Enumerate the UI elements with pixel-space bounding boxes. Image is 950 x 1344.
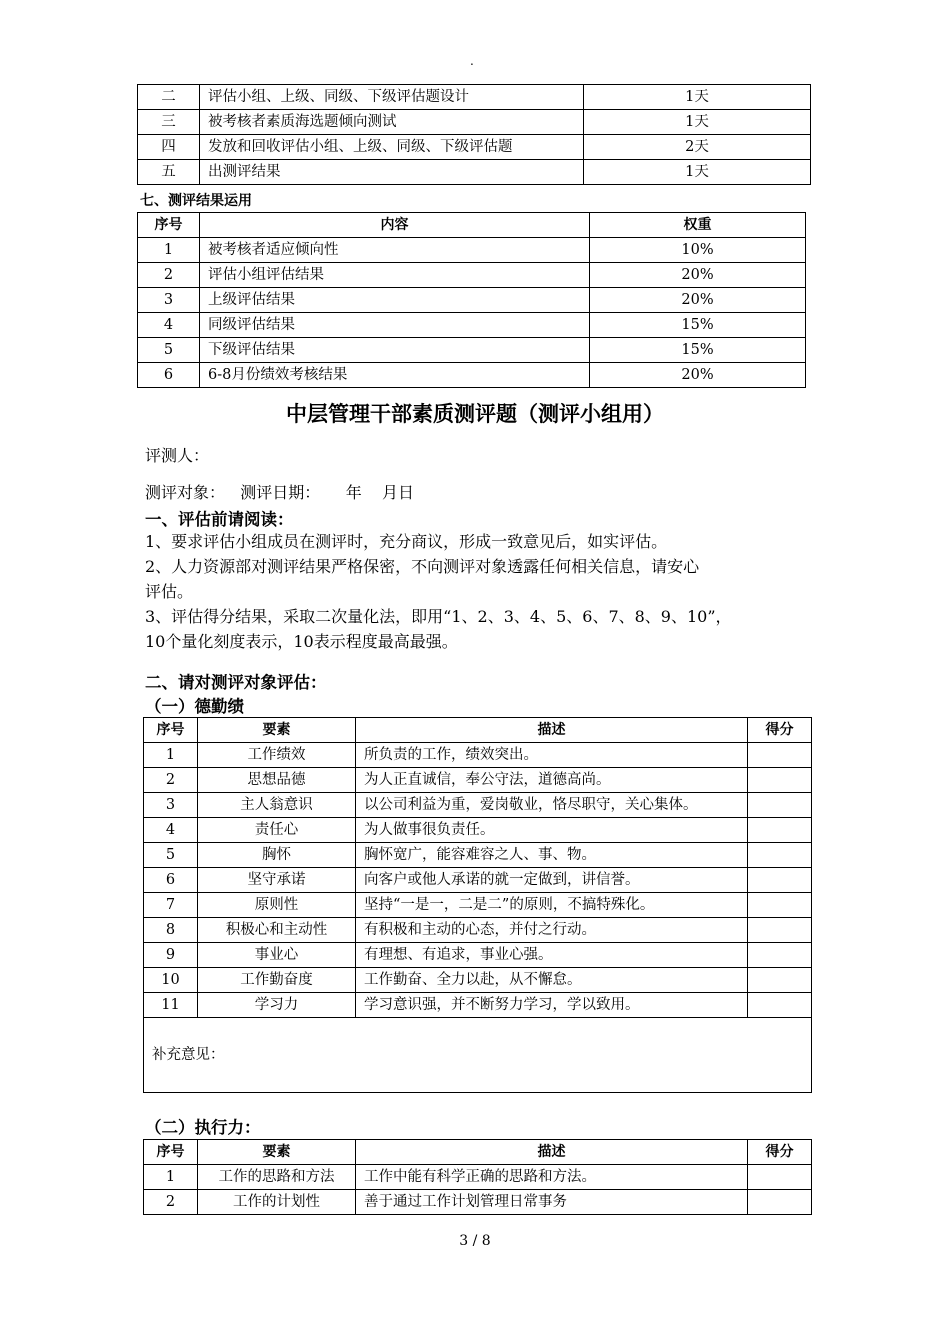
execution-table bbox=[143, 1139, 812, 1215]
table-row bbox=[144, 868, 812, 893]
table-row bbox=[144, 993, 812, 1018]
row-number: 4 bbox=[144, 818, 198, 843]
row-content: 下级评估结果 bbox=[200, 338, 590, 363]
row-number: 四 bbox=[138, 135, 200, 160]
col-header-factor: 要素 bbox=[198, 718, 356, 743]
row-content: 6-8月份绩效考核结果 bbox=[200, 363, 590, 388]
table-row bbox=[144, 968, 812, 993]
row-number: 9 bbox=[144, 943, 198, 968]
part1-p2b: 评估。 bbox=[145, 582, 194, 601]
row-factor: 原则性 bbox=[198, 893, 356, 918]
row-factor: 事业心 bbox=[198, 943, 356, 968]
col-header-score: 得分 bbox=[748, 718, 812, 743]
part2-sub2: （二）执行力： bbox=[145, 1118, 261, 1137]
row-number: 7 bbox=[144, 893, 198, 918]
row-description: 学习意识强，并不断努力学习，学以致用。 bbox=[356, 993, 748, 1018]
row-number: 5 bbox=[144, 843, 198, 868]
row-content: 发放和回收评估小组、上级、同级、下级评估题 bbox=[200, 135, 584, 160]
col-header-no: 序号 bbox=[144, 718, 198, 743]
row-number: 8 bbox=[144, 918, 198, 943]
row-description: 有积极和主动的心态，并付之行动。 bbox=[356, 918, 748, 943]
row-number: 1 bbox=[138, 238, 200, 263]
table-row bbox=[138, 160, 811, 185]
table-row bbox=[144, 893, 812, 918]
score-cell[interactable] bbox=[748, 793, 812, 818]
col-header-score: 得分 bbox=[748, 1140, 812, 1165]
row-number: 五 bbox=[138, 160, 200, 185]
row-description: 为人做事很负责任。 bbox=[356, 818, 748, 843]
score-cell[interactable] bbox=[748, 893, 812, 918]
score-cell[interactable] bbox=[748, 1190, 812, 1215]
row-factor: 积极心和主动性 bbox=[198, 918, 356, 943]
row-number: 11 bbox=[144, 993, 198, 1018]
row-content: 评估小组、上级、同级、下级评估题设计 bbox=[200, 85, 584, 110]
row-number: 1 bbox=[144, 1165, 198, 1190]
part1-p2a: 2、人力资源部对测评结果严格保密，不向测评对象透露任何相关信息，请安心 bbox=[145, 557, 700, 576]
col-header-no: 序号 bbox=[138, 213, 200, 238]
table-row bbox=[144, 1190, 812, 1215]
row-factor: 学习力 bbox=[198, 993, 356, 1018]
row-weight: 20% bbox=[590, 263, 806, 288]
row-content: 同级评估结果 bbox=[200, 313, 590, 338]
table-row bbox=[138, 85, 811, 110]
row-weight: 15% bbox=[590, 338, 806, 363]
row-factor: 主人翁意识 bbox=[198, 793, 356, 818]
part1-p3b: 10个量化刻度表示，10表示程度最高最强。 bbox=[145, 632, 458, 651]
col-header-weight: 权重 bbox=[590, 213, 806, 238]
score-cell[interactable] bbox=[748, 918, 812, 943]
page-number: 3 / 8 bbox=[459, 1233, 491, 1249]
table-row bbox=[144, 768, 812, 793]
table-row bbox=[138, 338, 806, 363]
score-cell[interactable] bbox=[748, 768, 812, 793]
row-number: 三 bbox=[138, 110, 200, 135]
row-time: 1天 bbox=[584, 160, 811, 185]
row-factor: 工作的思路和方法 bbox=[198, 1165, 356, 1190]
ethics-table bbox=[143, 717, 812, 1093]
part2-sub1: （一）德勤绩 bbox=[145, 697, 244, 716]
row-number: 10 bbox=[144, 968, 198, 993]
table-row bbox=[138, 263, 806, 288]
supplement-cell[interactable] bbox=[144, 1018, 812, 1093]
col-header-desc: 描述 bbox=[356, 1140, 748, 1165]
main-title: 中层管理干部素质测评题（测评小组用） bbox=[286, 402, 664, 426]
row-factor: 工作勤奋度 bbox=[198, 968, 356, 993]
row-factor: 坚守承诺 bbox=[198, 868, 356, 893]
score-cell[interactable] bbox=[748, 993, 812, 1018]
row-weight: 20% bbox=[590, 363, 806, 388]
result-usage-table bbox=[137, 212, 806, 388]
row-number: 2 bbox=[144, 768, 198, 793]
col-header-no: 序号 bbox=[144, 1140, 198, 1165]
row-number: 5 bbox=[138, 338, 200, 363]
row-factor: 责任心 bbox=[198, 818, 356, 843]
part1-p1: 1、要求评估小组成员在测评时，充分商议，形成一致意见后，如实评估。 bbox=[145, 532, 668, 551]
row-description: 以公司利益为重，爱岗敬业，恪尽职守，关心集体。 bbox=[356, 793, 748, 818]
table-row bbox=[138, 238, 806, 263]
score-cell[interactable] bbox=[748, 1165, 812, 1190]
table-row bbox=[138, 288, 806, 313]
row-number: 3 bbox=[144, 793, 198, 818]
row-number: 2 bbox=[138, 263, 200, 288]
row-factor: 工作的计划性 bbox=[198, 1190, 356, 1215]
row-content: 被考核者适应倾向性 bbox=[200, 238, 590, 263]
table-row bbox=[138, 110, 811, 135]
row-description: 坚持“一是一，二是二”的原则，不搞特殊化。 bbox=[356, 893, 748, 918]
row-number: 4 bbox=[138, 313, 200, 338]
part1-heading: 一、评估前请阅读： bbox=[145, 510, 294, 529]
table-row bbox=[144, 843, 812, 868]
row-description: 善于通过工作计划管理日常事务 bbox=[356, 1190, 748, 1215]
row-description: 工作勤奋、全力以赴，从不懈怠。 bbox=[356, 968, 748, 993]
score-cell[interactable] bbox=[748, 843, 812, 868]
row-description: 所负责的工作，绩效突出。 bbox=[356, 743, 748, 768]
row-number: 6 bbox=[144, 868, 198, 893]
row-number: 2 bbox=[144, 1190, 198, 1215]
row-content: 上级评估结果 bbox=[200, 288, 590, 313]
table-row bbox=[144, 743, 812, 768]
col-header-desc: 描述 bbox=[356, 718, 748, 743]
row-content: 评估小组评估结果 bbox=[200, 263, 590, 288]
row-description: 向客户或他人承诺的就一定做到，讲信誉。 bbox=[356, 868, 748, 893]
score-cell[interactable] bbox=[748, 868, 812, 893]
row-factor: 思想品德 bbox=[198, 768, 356, 793]
row-factor: 工作绩效 bbox=[198, 743, 356, 768]
row-description: 为人正直诚信，奉公守法，道德高尚。 bbox=[356, 768, 748, 793]
score-cell[interactable] bbox=[748, 968, 812, 993]
row-description: 有理想、有追求，事业心强。 bbox=[356, 943, 748, 968]
row-time: 2天 bbox=[584, 135, 811, 160]
row-description: 胸怀宽广，能容难容之人、事、物。 bbox=[356, 843, 748, 868]
row-weight: 20% bbox=[590, 288, 806, 313]
col-header-factor: 要素 bbox=[198, 1140, 356, 1165]
part2-heading: 二、请对测评对象评估： bbox=[145, 673, 327, 692]
row-number: 二 bbox=[138, 85, 200, 110]
evaluator-label: 评测人： bbox=[145, 446, 210, 465]
row-number: 3 bbox=[138, 288, 200, 313]
table-row bbox=[144, 793, 812, 818]
score-cell[interactable] bbox=[748, 943, 812, 968]
score-cell[interactable] bbox=[748, 818, 812, 843]
table-row bbox=[144, 818, 812, 843]
row-content: 出测评结果 bbox=[200, 160, 584, 185]
table-row bbox=[138, 313, 806, 338]
subject-date-line: 测评对象： 测评日期： 年 月日 bbox=[145, 483, 415, 502]
section7-heading: 七、测评结果运用 bbox=[140, 193, 252, 209]
col-header-content: 内容 bbox=[200, 213, 590, 238]
table-row bbox=[138, 135, 811, 160]
row-weight: 10% bbox=[590, 238, 806, 263]
top-dot: . bbox=[470, 54, 474, 68]
row-time: 1天 bbox=[584, 110, 811, 135]
supplement-label: 补充意见： bbox=[152, 1047, 225, 1063]
table-row bbox=[138, 363, 806, 388]
score-cell[interactable] bbox=[748, 743, 812, 768]
table-row bbox=[144, 1165, 812, 1190]
row-number: 6 bbox=[138, 363, 200, 388]
table-row bbox=[144, 943, 812, 968]
row-number: 1 bbox=[144, 743, 198, 768]
part1-p3a: 3、评估得分结果，采取二次量化法，即用“1、2、3、4、5、6、7、8、9、10”， bbox=[145, 607, 732, 626]
row-description: 工作中能有科学正确的思路和方法。 bbox=[356, 1165, 748, 1190]
schedule-table bbox=[137, 84, 811, 185]
row-weight: 15% bbox=[590, 313, 806, 338]
table-row bbox=[144, 918, 812, 943]
row-time: 1天 bbox=[584, 85, 811, 110]
row-factor: 胸怀 bbox=[198, 843, 356, 868]
row-content: 被考核者素质海选题倾向测试 bbox=[200, 110, 584, 135]
